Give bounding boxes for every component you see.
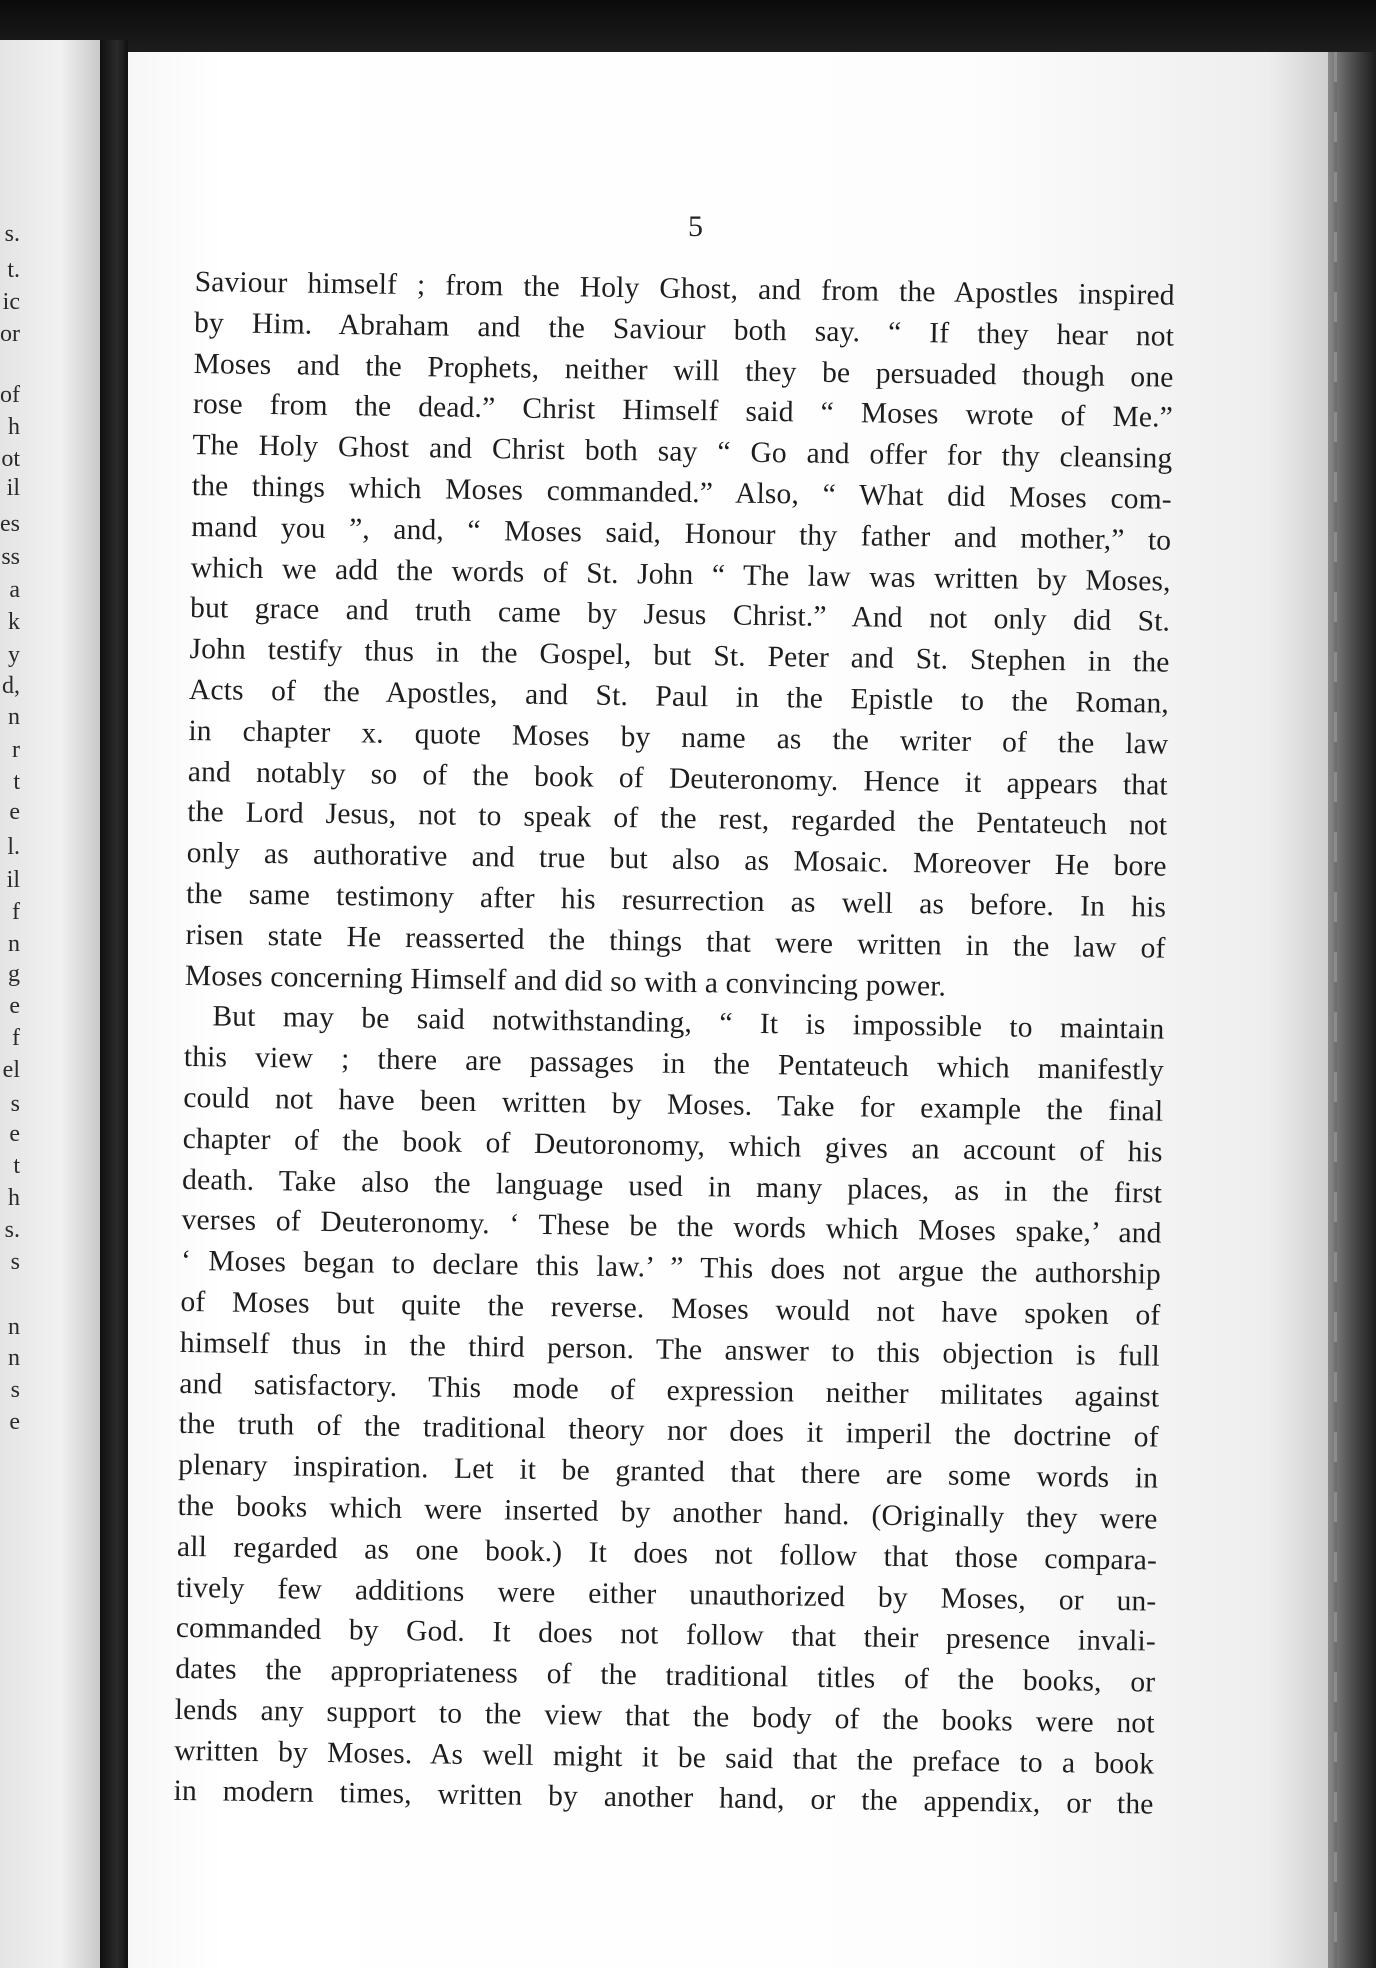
previous-page-fragment: l. (7, 834, 20, 860)
page-number: 5 (688, 210, 703, 243)
text-line: risen state He reasserted the things that were written in the law of (185, 918, 1166, 965)
text-line: all regarded as one book.) It does not follow that those compara- (176, 1530, 1158, 1577)
previous-page-fragment: s. (4, 221, 20, 247)
previous-page-fragment: e (9, 1409, 20, 1435)
text-line: the same testimony after his resurrection as well as before. In his (185, 877, 1167, 924)
text-line: ‘ Moses began to declare this law.’ ” This does not argue the authorship (180, 1245, 1162, 1291)
text-line: himself thus in the third person. The answer to this objection is full (179, 1326, 1161, 1373)
text-line: lends any support to the view that the body of the books were not (174, 1693, 1155, 1740)
text-line: could not have been written by Moses. Take for example the final (183, 1081, 1164, 1128)
text-line: written by Moses. As well might it be said that the preface to a book (173, 1734, 1155, 1781)
book-gutter (100, 40, 128, 1968)
text-line: and satisfactory. This mode of expression neither militates against (179, 1367, 1160, 1414)
previous-page-fragment: a (9, 577, 20, 603)
previous-page-edge (0, 40, 100, 1968)
previous-page-fragment: t. (7, 257, 20, 283)
previous-page-fragment: of (0, 382, 20, 408)
previous-page-fragment: ot (1, 446, 20, 472)
previous-page-fragment: y (8, 642, 20, 668)
previous-page-fragment: t (13, 1153, 20, 1179)
text-line: John testify thus in the Gospel, but St. Peter and St. Stephen in the (189, 633, 1170, 679)
previous-page-fragment: h (8, 414, 20, 440)
previous-page-fragment: e (9, 1121, 20, 1147)
text-line: which we add the words of St. John “ The law was written by Moses, (190, 551, 1171, 598)
previous-page-fragment: or (0, 321, 20, 347)
previous-page-fragment: es (0, 511, 20, 537)
previous-page-fragment: n (8, 1345, 20, 1371)
text-line: But may be said notwithstanding, “ It is impossible to maintain (212, 1000, 1165, 1046)
previous-page-fragment: k (8, 609, 20, 635)
previous-page-fragment: f (12, 1025, 20, 1051)
text-line: Moses concerning Himself and did so with a convincing power. (184, 959, 947, 1003)
text-line: verses of Deuteronomy. ‘ These be the words which Moses spake,’ and (181, 1204, 1162, 1250)
previous-page-fragment: s (10, 1091, 20, 1117)
previous-page-fragment: g (8, 961, 20, 987)
previous-page-fragment: h (8, 1185, 20, 1211)
text-line: Saviour himself ; from the Holy Ghost, and from the Apostles inspired (194, 265, 1175, 312)
previous-page-fragment: ic (2, 289, 20, 315)
body-text (173, 262, 1175, 1826)
previous-page-fragment: s (10, 1249, 20, 1275)
text-line: in modern times, written by another hand, or the appendix, or the (173, 1775, 1154, 1822)
previous-page-fragment: il (6, 475, 20, 501)
previous-page-fragment: ss (1, 544, 20, 570)
previous-page-fragment: n (8, 931, 20, 957)
previous-page-fragment: il (6, 867, 20, 893)
previous-page-fragment: f (12, 899, 20, 925)
previous-page-fragment: e (9, 799, 20, 825)
previous-page-fragment: n (8, 1314, 20, 1340)
text-line: rose from the dead.” Christ Himself said “ Moses wrote of Me.” (192, 388, 1174, 435)
text-line: and notably so of the book of Deuteronomy. Hence it appears that (187, 755, 1169, 802)
text-line: the Lord Jesus, not to speak of the rest, regarded the Pentateuch not (187, 796, 1168, 842)
previous-page-fragment: t (13, 769, 20, 795)
text-line: only as authorative and true but also as Mosaic. Moreover He bore (186, 837, 1167, 883)
text-line: mand you ”, and, “ Moses said, Honour thy father and mother,” to (191, 510, 1172, 557)
text-line: Moses and the Prophets, neither will they be persuaded though one (193, 347, 1174, 394)
text-line: tively few additions were either unauthorized by Moses, or un- (176, 1571, 1157, 1618)
text-line: dates the appropriateness of the traditional titles of the books, or (175, 1652, 1156, 1699)
previous-page-fragment: d, (2, 673, 20, 699)
previous-page-fragment: r (12, 737, 20, 763)
text-line: the books which were inserted by another hand. (Originally they were (177, 1489, 1158, 1536)
text-line: plenary inspiration. Let it be granted that there are some words in (177, 1448, 1159, 1495)
previous-page-fragment: n (8, 704, 20, 730)
text-line: but grace and truth came by Jesus Christ.” And not only did St. (189, 592, 1171, 639)
text-line: death. Take also the language used in many places, as in the first (181, 1163, 1163, 1210)
text-line: commanded by God. It does not follow that their presence invali- (175, 1612, 1157, 1658)
previous-page-fragment: el (2, 1057, 20, 1083)
text-line: Acts of the Apostles, and St. Paul in the Epistle to the Roman, (188, 673, 1170, 720)
text-line: by Him. Abraham and the Saviour both say. “ If they hear not (193, 306, 1175, 353)
page-right-edge (1328, 52, 1376, 1968)
text-line: this view ; there are passages in the Pentateuch which manifestly (183, 1041, 1165, 1087)
previous-page-fragment: s (10, 1377, 20, 1403)
text-line: in chapter x. quote Moses by name as the writer of the law (188, 714, 1169, 761)
text-line: of Moses but quite the reverse. Moses would not have spoken of (180, 1285, 1161, 1332)
previous-page-fragment: e (9, 993, 20, 1019)
text-line: chapter of the book of Deutoronomy, which gives an account of his (182, 1122, 1163, 1169)
previous-page-fragment: s. (4, 1217, 20, 1243)
text-line: the things which Moses commanded.” Also, “ What did Moses com- (191, 469, 1173, 516)
text-line: The Holy Ghost and Christ both say “ Go and offer for thy cleansing (192, 429, 1173, 475)
text-line: the truth of the traditional theory nor does it imperil the doctrine of (178, 1408, 1159, 1454)
